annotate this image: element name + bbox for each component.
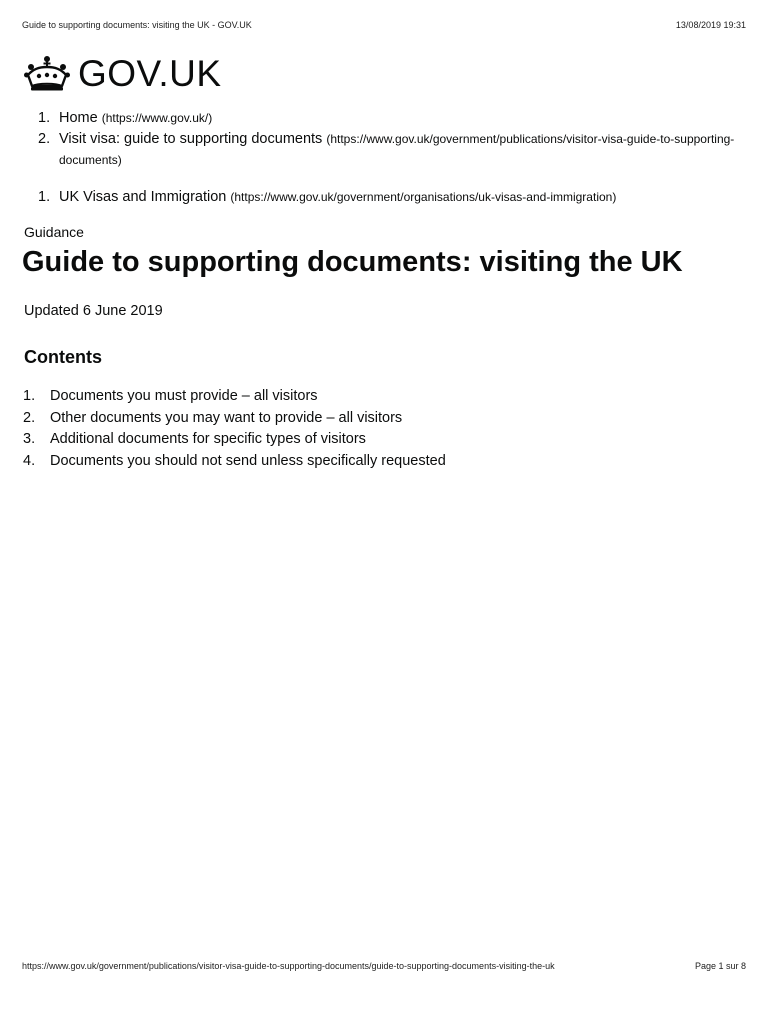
print-header-title: Guide to supporting documents: visiting the UK - GOV.UK: [22, 20, 252, 30]
crown-icon: [24, 55, 70, 93]
list-number: 1.: [38, 189, 51, 205]
breadcrumb-link-label[interactable]: UK Visas and Immigration: [59, 189, 227, 205]
organisation-breadcrumb: [0, 187, 746, 208]
breadcrumb-link-label[interactable]: Home: [59, 110, 98, 126]
list-number: 2.: [23, 409, 36, 426]
contents-heading: Contents: [24, 347, 102, 367]
document-type: Guidance: [24, 224, 84, 240]
print-footer: [22, 961, 746, 973]
breadcrumb: [0, 108, 746, 171]
print-header: [22, 20, 746, 32]
list-number: 2.: [38, 131, 51, 147]
print-header-datetime: 13/08/2019 19:31: [675, 20, 746, 30]
logo-text: GOV.UK: [78, 53, 222, 94]
list-number: 1.: [38, 110, 51, 126]
govuk-logo[interactable]: [24, 52, 222, 96]
contents-item[interactable]: [0, 429, 446, 451]
breadcrumb-item-home[interactable]: [0, 108, 746, 129]
breadcrumb-url: (https://www.gov.uk/government/publications/visitor-visa-guide-to-supporting-documents): [59, 132, 735, 167]
contents-item[interactable]: [0, 408, 446, 430]
breadcrumb-link-label[interactable]: Visit visa: guide to supporting documents: [59, 131, 323, 147]
list-number: 1.: [23, 388, 36, 404]
contents-list: [0, 386, 446, 472]
breadcrumb-url: (https://www.gov.uk/government/organisations/uk-visas-and-immigration): [230, 190, 617, 204]
contents-link[interactable]: Documents you should not send unless specifically requested: [50, 452, 446, 469]
breadcrumb-item-ukvi[interactable]: [0, 187, 746, 208]
list-number: 3.: [23, 431, 36, 447]
contents-link[interactable]: Additional documents for specific types of visitors: [50, 431, 366, 447]
contents-item[interactable]: [0, 451, 446, 473]
contents-link[interactable]: Other documents you may want to provide – all visitors: [50, 409, 403, 426]
page-number: Page 1 sur 8: [694, 961, 746, 971]
breadcrumb-url: (https://www.gov.uk/): [101, 111, 213, 125]
updated-date: Updated 6 June 2019: [24, 303, 163, 319]
page-title: Guide to supporting documents: visiting the UK: [22, 246, 683, 278]
breadcrumb-item-visit-visa[interactable]: [0, 129, 746, 171]
contents-item[interactable]: [0, 386, 446, 408]
print-footer-url: https://www.gov.uk/government/publications/visitor-visa-guide-to-supporting-documents/guide-to-supporting-documents-visiting-the-uk: [22, 961, 555, 971]
contents-link[interactable]: Documents you must provide – all visitors: [50, 388, 318, 404]
list-number: 4.: [23, 452, 36, 469]
